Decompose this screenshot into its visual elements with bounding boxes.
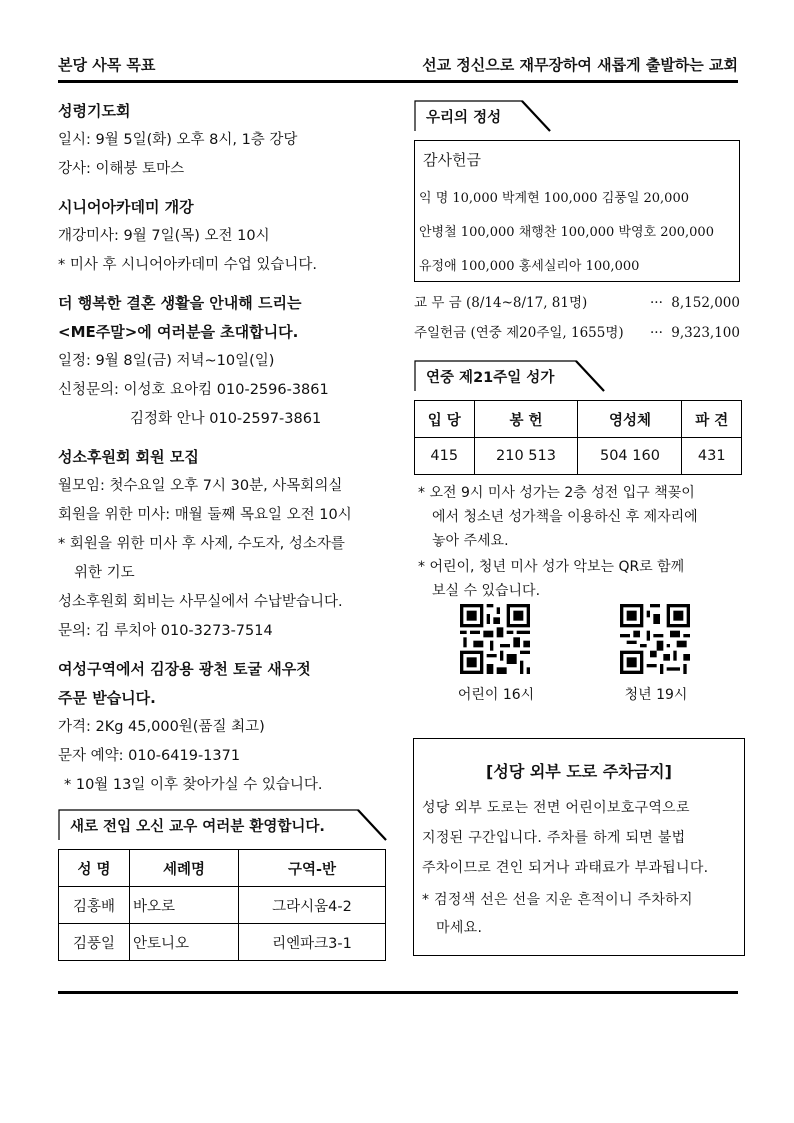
sunday-collection-dots: ··· bbox=[650, 325, 663, 341]
marriage-encounter-notice bbox=[58, 289, 398, 434]
shrimp-title-1: 여성구역에서 김장용 광천 토굴 새우젓 bbox=[58, 660, 311, 678]
hymn-header-entrance: 입 당 bbox=[415, 401, 475, 438]
parking-note: * 검정색 선은 선을 지운 흔적이니 주차하지 bbox=[422, 892, 693, 908]
parking-line: 지정된 구간입니다. 주차를 하게 되면 불법 bbox=[422, 830, 686, 846]
footer-divider bbox=[58, 991, 738, 994]
offering-tab bbox=[414, 100, 744, 130]
header-divider bbox=[58, 80, 738, 83]
hymn-note-1-cont: 놓아 주세요. bbox=[432, 533, 509, 549]
support-prayer-note-cont: 위한 기도 bbox=[74, 565, 135, 581]
support-contact: 문의: 김 루치아 010-3273-7514 bbox=[58, 623, 273, 639]
header-goal-label: 본당 사목 목표 bbox=[58, 56, 156, 74]
prayer-speaker: 강사: 이해붕 토마스 bbox=[58, 161, 185, 177]
welcome-row2-district: 리엔파크3-1 bbox=[239, 924, 386, 961]
prayer-meeting-notice bbox=[58, 97, 398, 184]
hymn-communion-value: 504 160 bbox=[578, 438, 682, 475]
welcome-header-baptism: 세례명 bbox=[130, 850, 239, 887]
support-fee: 성소후원회 회비는 사무실에서 수납받습니다. bbox=[58, 594, 343, 610]
thanks-offering-row: 안병철 100,000 채행찬 100,000 박영호 200,000 bbox=[419, 225, 714, 240]
thanks-offering-row: 익 명 10,000 박계현 100,000 김풍일 20,000 bbox=[419, 191, 689, 206]
welcome-row1-district: 그라시움4-2 bbox=[239, 887, 386, 924]
parking-note-cont: 마세요. bbox=[436, 920, 483, 936]
welcome-table-header bbox=[59, 850, 386, 887]
hymn-entrance-value: 415 bbox=[415, 438, 475, 475]
senior-note: * 미사 후 시니어아카데미 수업 있습니다. bbox=[58, 257, 318, 273]
hymns-tab-title: 연중 제21주일 성가 bbox=[426, 370, 555, 386]
parking-line: 성당 외부 도로는 전면 어린이보호구역으로 bbox=[422, 800, 690, 816]
shrimp-order-notice bbox=[58, 655, 398, 800]
hymn-offertory-value: 210 513 bbox=[474, 438, 578, 475]
senior-mass-time: 개강미사: 9월 7일(목) 오전 10시 bbox=[58, 228, 270, 244]
thanks-offering-row: 유정애 100,000 홍세실리아 100,000 bbox=[419, 259, 640, 274]
hymns-tab bbox=[414, 360, 744, 390]
sunday-collection-label: 주일헌금 (연중 제20주일, 1655명) bbox=[414, 325, 624, 341]
hymn-note-2: * 어린이, 청년 미사 성가 악보는 QR로 함께 bbox=[418, 559, 685, 575]
prayer-title: 성령기도회 bbox=[58, 102, 131, 120]
hymn-header-dismissal: 파 견 bbox=[682, 401, 742, 438]
prayer-date: 일시: 9월 5일(화) 오후 8시, 1층 강당 bbox=[58, 132, 298, 148]
welcome-row2-name: 김풍일 bbox=[59, 924, 130, 961]
hymns-table bbox=[414, 400, 742, 475]
hymn-note-1-cont: 에서 청소년 성가책을 이용하신 후 제자리에 bbox=[432, 509, 698, 525]
thanks-offering-title: 감사헌금 bbox=[423, 151, 481, 169]
hymn-note-2-cont: 보실 수 있습니다. bbox=[432, 583, 541, 599]
right-column bbox=[414, 100, 744, 603]
tithe-amount: 8,152,000 bbox=[671, 295, 740, 311]
table-row bbox=[59, 924, 386, 961]
welcome-title: 새로 전입 오신 교우 여러분 환영합니다. bbox=[70, 819, 325, 835]
children-qr-label: 어린이 16시 bbox=[457, 687, 535, 703]
left-column bbox=[58, 97, 398, 961]
senior-academy-notice bbox=[58, 193, 398, 280]
offering-tab-title: 우리의 정성 bbox=[426, 110, 502, 126]
parking-title: [성당 외부 도로 주차금지] bbox=[486, 762, 672, 781]
marriage-schedule: 일정: 9월 8일(금) 저녁~10일(일) bbox=[58, 353, 275, 369]
marriage-contact-1: 신청문의: 이성호 요아킴 010-2596-3861 bbox=[58, 382, 329, 398]
sunday-collection-summary bbox=[414, 318, 744, 348]
shrimp-pickup-note: * 10월 13일 이후 찾아가실 수 있습니다. bbox=[64, 777, 323, 793]
hymn-dismissal-value: 431 bbox=[682, 438, 742, 475]
sunday-collection-amount: 9,323,100 bbox=[671, 325, 740, 341]
marriage-title-1: 더 행복한 결혼 생활을 안내해 드리는 bbox=[58, 294, 302, 312]
support-prayer-note: * 회원을 위한 미사 후 사제, 수도자, 성소자를 bbox=[58, 536, 345, 552]
welcome-header-name: 성 명 bbox=[59, 850, 130, 887]
tithe-dots: ··· bbox=[650, 295, 663, 311]
hymn-note-1: * 오전 9시 미사 성가는 2층 성전 입구 책꽂이 bbox=[418, 485, 695, 501]
tithe-summary bbox=[414, 288, 744, 318]
hymn-header-offertory: 봉 헌 bbox=[474, 401, 578, 438]
vocation-support-notice bbox=[58, 443, 398, 646]
marriage-title-2: <ME주말>에 여러분을 초대합니다. bbox=[58, 323, 299, 341]
welcome-header-district: 구역-반 bbox=[239, 850, 386, 887]
hymn-header-communion: 영성체 bbox=[578, 401, 682, 438]
thanks-offering-box bbox=[414, 140, 740, 282]
welcome-table bbox=[58, 849, 386, 961]
welcome-row1-baptism: 바오로 bbox=[130, 887, 239, 924]
hymn-notes bbox=[414, 481, 744, 603]
youth-qr-label: 청년 19시 bbox=[624, 687, 688, 703]
support-meeting: 월모임: 첫수요일 오후 7시 30분, 사목회의실 bbox=[58, 478, 343, 494]
youth-mass-qr-code[interactable] bbox=[620, 604, 690, 674]
header-motto: 선교 정신으로 재무장하여 새롭게 출발하는 교회 bbox=[422, 56, 738, 74]
children-mass-qr-code[interactable] bbox=[460, 604, 530, 674]
senior-title: 시니어아카데미 개강 bbox=[58, 198, 194, 216]
table-row bbox=[415, 438, 742, 475]
welcome-row1-name: 김홍배 bbox=[59, 887, 130, 924]
tithe-label: 교 무 금 (8/14~8/17, 81명) bbox=[414, 295, 588, 311]
shrimp-title-2: 주문 받습니다. bbox=[58, 689, 156, 707]
parking-notice-box bbox=[413, 738, 745, 956]
marriage-contact-2: 김정화 안나 010-2597-3861 bbox=[130, 411, 322, 427]
parking-line: 주차이므로 견인 되거나 과태료가 부과됩니다. bbox=[422, 860, 709, 876]
table-row bbox=[59, 887, 386, 924]
support-title: 성소후원회 회원 모집 bbox=[58, 448, 199, 466]
welcome-tab bbox=[58, 809, 398, 839]
welcome-row2-baptism: 안토니오 bbox=[130, 924, 239, 961]
support-mass: 회원을 위한 미사: 매월 둘째 목요일 오전 10시 bbox=[58, 507, 352, 523]
shrimp-reservation: 문자 예약: 010-6419-1371 bbox=[58, 748, 241, 764]
hymns-table-header bbox=[415, 401, 742, 438]
shrimp-price: 가격: 2Kg 45,000원(품질 최고) bbox=[58, 719, 265, 735]
